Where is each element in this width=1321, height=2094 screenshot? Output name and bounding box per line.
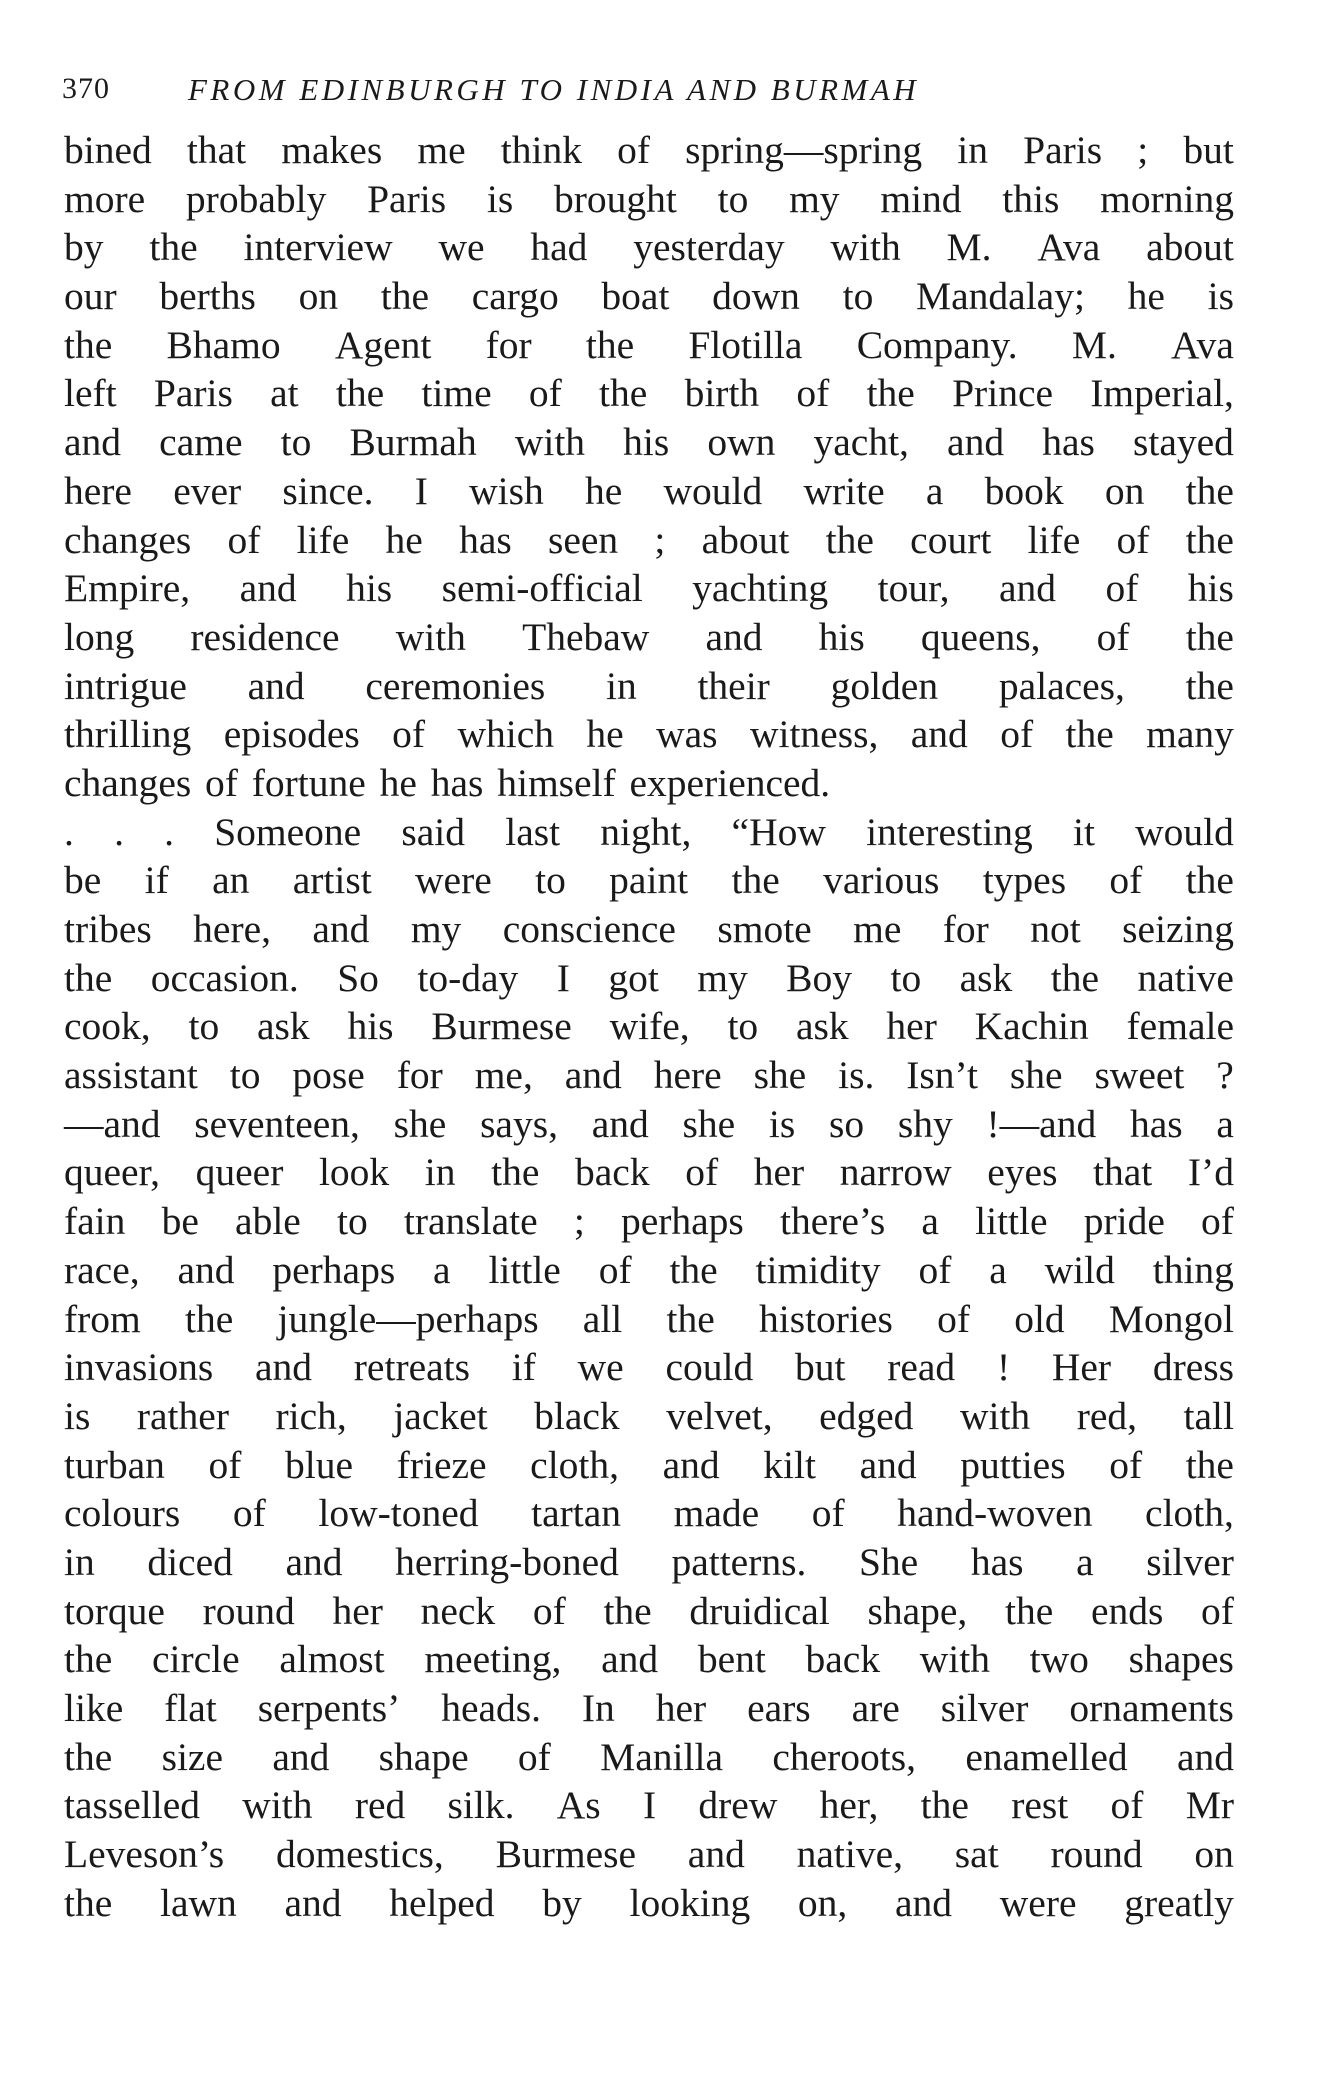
text-line: be if an artist were to paint the various types of the xyxy=(64,858,1234,903)
text-line: torque round her neck of the druidical shape, the ends of xyxy=(64,1588,1234,1633)
text-line: here ever since. I wish he would write a book on the xyxy=(64,468,1234,513)
text-line: more probably Paris is brought to my mind this morning xyxy=(64,176,1234,221)
text-line: like flat serpents’ heads. In her ears are silver ornaments xyxy=(64,1686,1234,1730)
text-line: the size and shape of Manilla cheroots, enamelled and xyxy=(64,1734,1234,1779)
text-line: tribes here, and my conscience smote me for not seizing xyxy=(64,907,1234,951)
text-line: the occasion. So to-day I got my Boy to ask the native xyxy=(64,955,1234,1000)
text-line: is rather rich, jacket black velvet, edged with red, tall xyxy=(64,1393,1234,1438)
text-line: Leveson’s domestics, Burmese and native, sat round on xyxy=(64,1832,1234,1877)
text-line: cook, to ask his Burmese wife, to ask her Kachin female xyxy=(64,1004,1234,1049)
text-line: our berths on the cargo boat down to Mandalay; he is xyxy=(64,274,1234,319)
text-line: queer, queer look in the back of her narrow eyes that I’d xyxy=(64,1150,1234,1195)
text-line: from the jungle—perhaps all the histories of old Mongol xyxy=(64,1296,1234,1341)
text-line: thrilling episodes of which he was witness, and of the many xyxy=(64,712,1234,757)
page-header xyxy=(62,72,1222,112)
text-line: tasselled with red silk. As I drew her, the rest of Mr xyxy=(64,1783,1234,1828)
text-line: the circle almost meeting, and bent back with two shapes xyxy=(64,1637,1234,1682)
text-line: left Paris at the time of the birth of the Prince Imperial, xyxy=(64,371,1234,416)
text-line: Empire, and his semi-official yachting tour, and of his xyxy=(64,566,1234,611)
text-line: in diced and herring-boned patterns. She has a silver xyxy=(64,1539,1234,1584)
page-number: 370 xyxy=(62,72,110,105)
text-line: the lawn and helped by looking on, and were greatly xyxy=(64,1880,1234,1925)
text-line: colours of low-toned tartan made of hand-woven cloth, xyxy=(64,1491,1234,1536)
text-line: by the interview we had yesterday with M. Ava about xyxy=(64,225,1234,270)
text-line: —and seventeen, she says, and she is so shy !—and has a xyxy=(64,1101,1234,1146)
text-line: changes of life he has seen ; about the court life of the xyxy=(64,517,1234,562)
text-line: intrigue and ceremonies in their golden palaces, the xyxy=(64,663,1234,708)
text-line: the Bhamo Agent for the Flotilla Company. M. Ava xyxy=(64,322,1234,367)
text-line: fain be able to translate ; perhaps there’s a little pride of xyxy=(64,1199,1234,1244)
text-line: assistant to pose for me, and here she is. Isn’t she sweet ? xyxy=(64,1053,1234,1098)
text-line: bined that makes me think of spring—spring in Paris ; but xyxy=(64,128,1234,172)
text-line: changes of fortune he has himself experienced. xyxy=(64,760,831,805)
text-line: turban of blue frieze cloth, and kilt and putties of the xyxy=(64,1442,1234,1487)
running-head: FROM EDINBURGH TO INDIA AND BURMAH xyxy=(188,72,920,107)
text-line: . . . Someone said last night, “How interesting it would xyxy=(64,809,1234,854)
body-text xyxy=(64,126,1234,1927)
text-line: and came to Burmah with his own yacht, and has stayed xyxy=(64,420,1234,465)
text-line: invasions and retreats if we could but read ! Her dress xyxy=(64,1345,1234,1390)
text-line: race, and perhaps a little of the timidity of a wild thing xyxy=(64,1247,1234,1292)
text-line: long residence with Thebaw and his queens, of the xyxy=(64,614,1234,659)
